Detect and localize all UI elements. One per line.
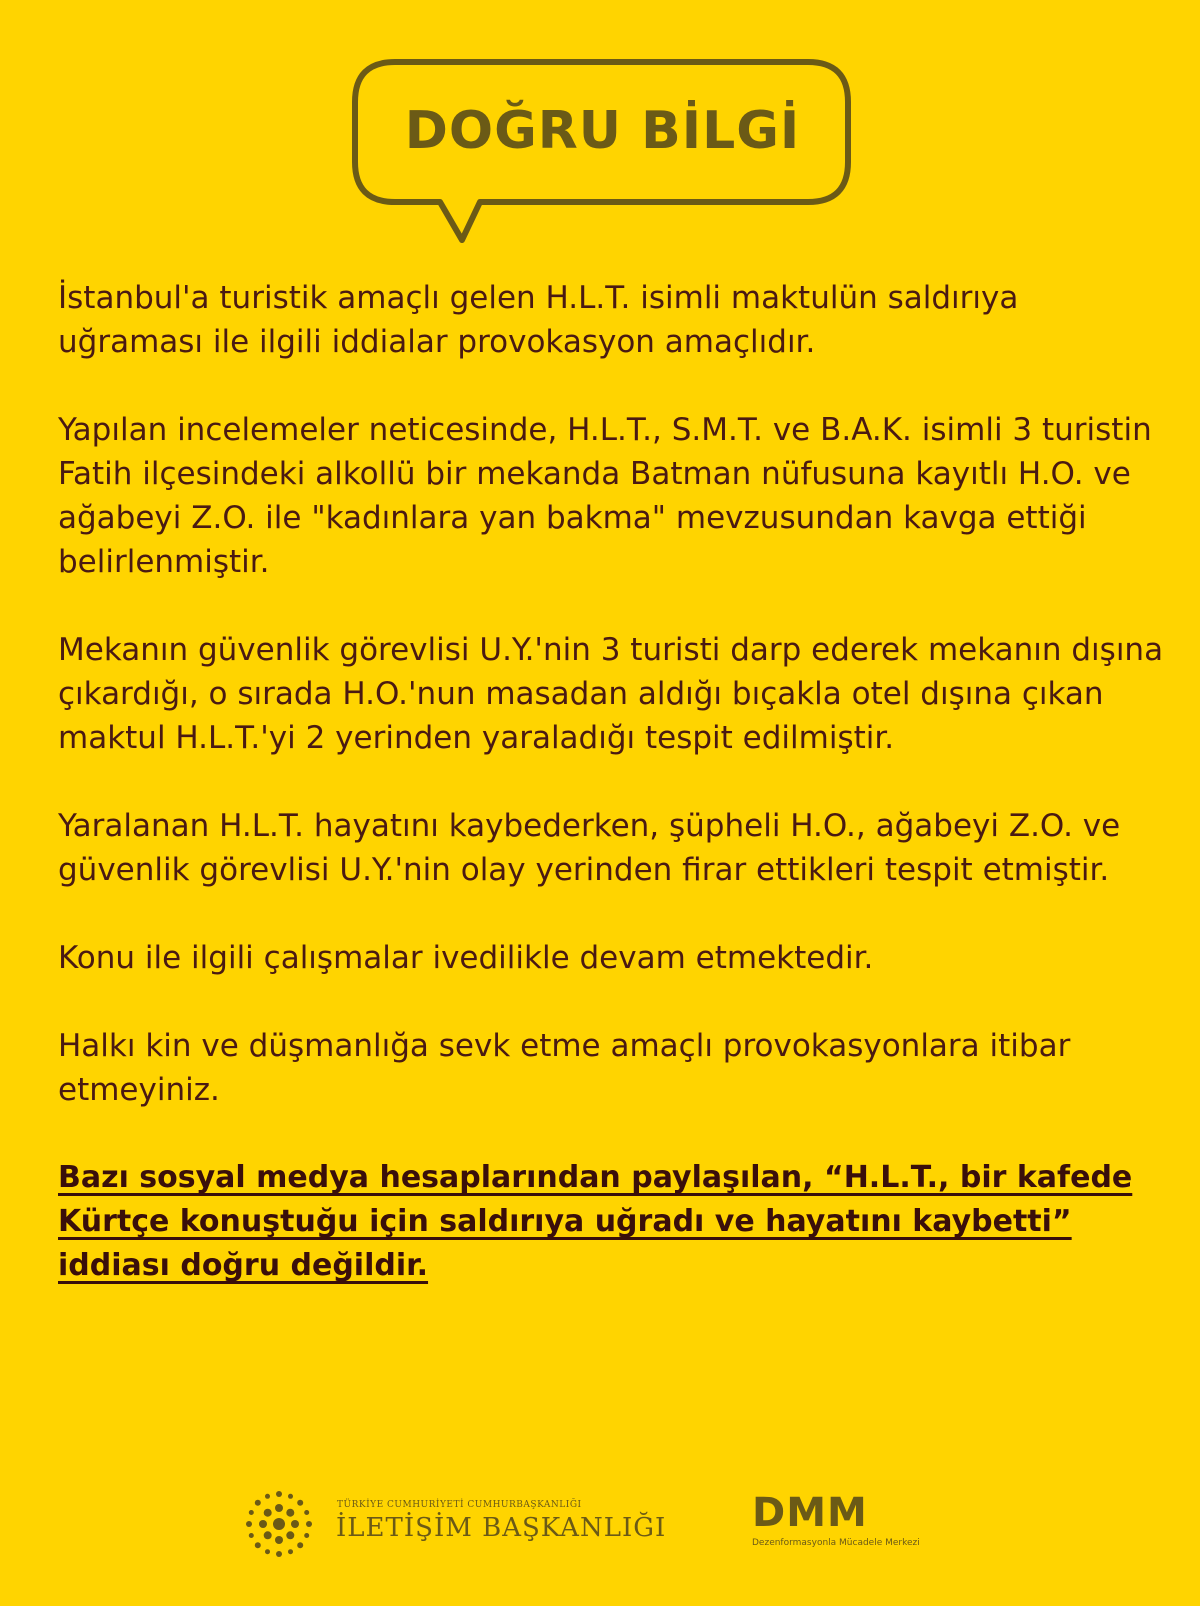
page-title: DOĞRU BİLGİ (404, 101, 801, 161)
paragraph: Mekanın güvenlik görevlisi U.Y.'nin 3 turisti darp ederek mekanın dışına çıkardığı, o sırada H.O.'nun masadan aldığı bıçakla otel dışına çıkan maktul H.L.T.'yi 2 yerinden yaraladığı tespit edilmiştir. (58, 632, 1164, 756)
iletisim-emblem-icon (243, 1488, 315, 1560)
statement-body (58, 276, 1168, 1332)
dmm-subtitle: Dezenformasyonla Mücadele Merkezi (752, 1538, 920, 1548)
paragraph: Yaralanan H.L.T. hayatını kaybederken, şüpheli H.O., ağabeyi Z.O. ve güvenlik görevlisi U.Y.'nin olay yerinden firar ettikleri tespit etmiştir. (58, 808, 1121, 888)
iletisim-small-label: TÜRKİYE CUMHURİYETİ CUMHURBAŞKANLIĞI (337, 1500, 582, 1510)
footer-logos (0, 1470, 1200, 1580)
paragraph: İstanbul'a turistik amaçlı gelen H.L.T. isimli maktulün saldırıya uğraması ile ilgili iddialar provokasyon amaçlıdır. (58, 280, 1019, 360)
paragraph: Halkı kin ve düşmanlığa sevk etme amaçlı provokasyonlara itibar etmeyiniz. (58, 1028, 1071, 1108)
paragraph: Yapılan incelemeler neticesinde, H.L.T., S.M.T. ve B.A.K. isimli 3 turistin Fatih ilçesindeki alkollü bir mekanda Batman nüfusuna kayıtlı H.O. ve ağabeyi Z.O. ile "kadınlara yan bakma" mevzusundan kavga ettiği belirlenmiştir. (58, 412, 1152, 580)
paragraph: Konu ile ilgili çalışmalar ivedilikle devam etmektedir. (58, 940, 874, 976)
iletisim-logo-text: İLETİŞİM BAŞKANLIĞI (336, 1513, 667, 1543)
conclusion-statement: Bazı sosyal medya hesaplarından paylaşılan, “H.L.T., bir kafede Kürtçe konuştuğu için saldırıya uğradı ve hayatını kaybetti” iddiası doğru değildir. (58, 1160, 1133, 1283)
dmm-logo-text: DMM (752, 1490, 868, 1536)
